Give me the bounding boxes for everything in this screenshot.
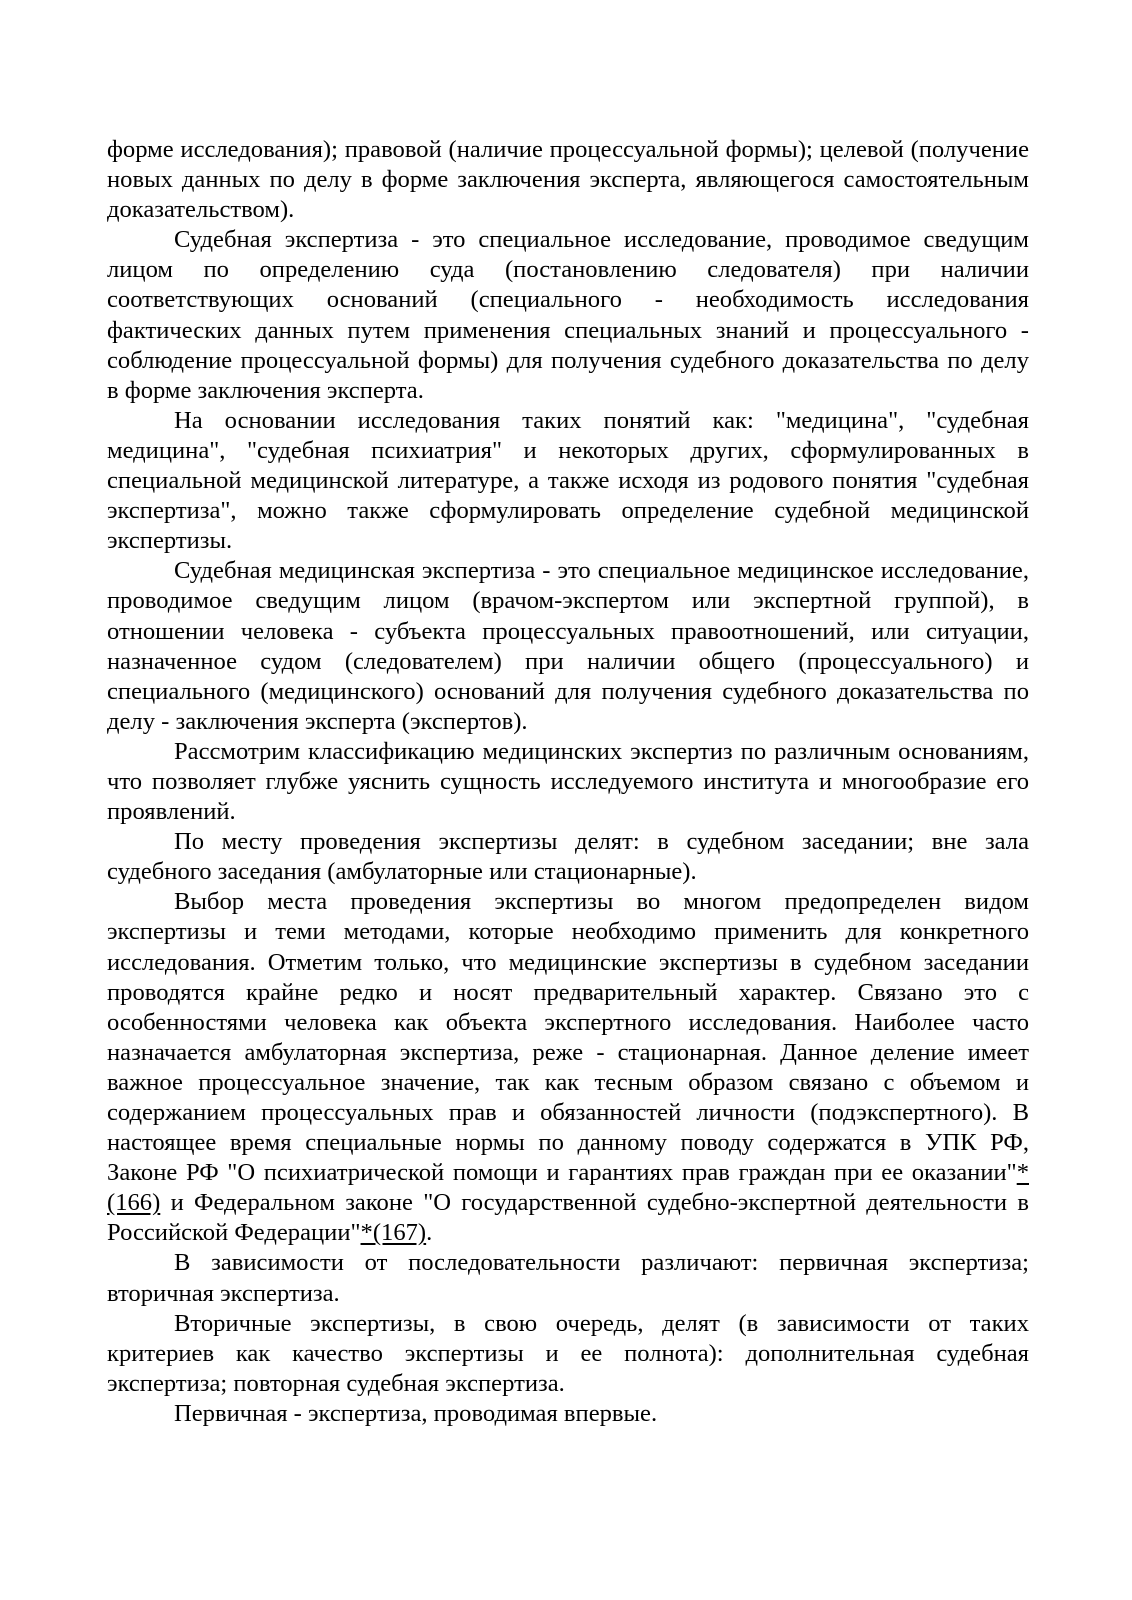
paragraph-4: Судебная медицинская экспертиза - это специальное медицинское исследование, проводимое сведущим лицом (врачом-экспертом или экспертной группой), в отношении человека - субъекта процессуальных правоотношений, или ситуации, назначенное судом (следователем) при наличии общего (процессуального) и специального (медицинского) оснований для получения судебного доказательства по делу - заключения эксперта (экспертов).	[107, 557, 1029, 735]
paragraph-8: В зависимости от последовательности различают: первичная экспертиза; вторичная экспертиза.	[107, 1249, 1029, 1307]
paragraph-2: Судебная экспертиза - это специальное исследование, проводимое сведущим лицом по определению суда (постановлению следователя) при наличии соответствующих оснований (специального - необходимость исследования фактических данных путем применения специальных знаний и процессуального - соблюдение процессуальной формы) для получения судебного доказательства по делу в форме заключения эксперта.	[107, 226, 1029, 404]
paragraph-3: На основании исследования таких понятий как: "медицина", "судебная медицина", "судебная психиатрия" и некоторых других, сформулированных в специальной медицинской литературе, а также исходя из родового понятия "судебная экспертиза", можно также сформулировать определение судебной медицинской экспертизы.	[107, 406, 1029, 555]
paragraph-7-text-2: и Федеральном законе "О государственной судебно-экспертной деятельности в Российской Федерации"	[107, 1189, 1029, 1247]
paragraph-7-text-1: Выбор места проведения экспертизы во многом предопределен видом экспертизы и теми методами, которые необходимо применить для конкретного исследования. Отметим только, что медицинские экспертизы в судебном заседании проводятся крайне редко и носят предварительный характер. Связано это с особенностями человека как объекта экспертного исследования. Наиболее часто назначается амбулаторная экспертиза, реже - стационарная. Данное деление имеет важное процессуальное значение, так как тесным образом связано с объемом и содержанием процессуальных прав и обязанностей личности (подэкспертного). В настоящее время специальные нормы по данному поводу содержатся в УПК РФ, Законе РФ "О психиатрической помощи и гарантиях прав граждан при ее оказании"	[107, 888, 1029, 1187]
footnote-link-167[interactable]: *(167)	[360, 1219, 427, 1247]
document-page	[107, 135, 1029, 1429]
paragraph-5: Рассмотрим классификацию медицинских экспертиз по различным основаниям, что позволяет глубже уяснить сущность исследуемого института и многообразие его проявлений.	[107, 737, 1029, 826]
footnote-link-166[interactable]: *(166)	[107, 1159, 1029, 1217]
paragraph-9: Вторичные экспертизы, в свою очередь, делят (в зависимости от таких критериев как качество экспертизы и ее полнота): дополнительная судебная экспертиза; повторная судебная экспертиза.	[107, 1309, 1029, 1397]
paragraph-10: Первичная - экспертиза, проводимая впервые.	[174, 1399, 658, 1427]
paragraph-6: По месту проведения экспертизы делят: в судебном заседании; вне зала судебного заседания (амбулаторные или стационарные).	[107, 828, 1029, 886]
paragraph-7	[107, 887, 1029, 1248]
paragraph-1: форме исследования); правовой (наличие процессуальной формы); целевой (получение новых данных по делу в форме заключения эксперта, являющегося самостоятельным доказательством).	[107, 136, 1029, 224]
paragraph-7-text-3: .	[426, 1219, 433, 1247]
